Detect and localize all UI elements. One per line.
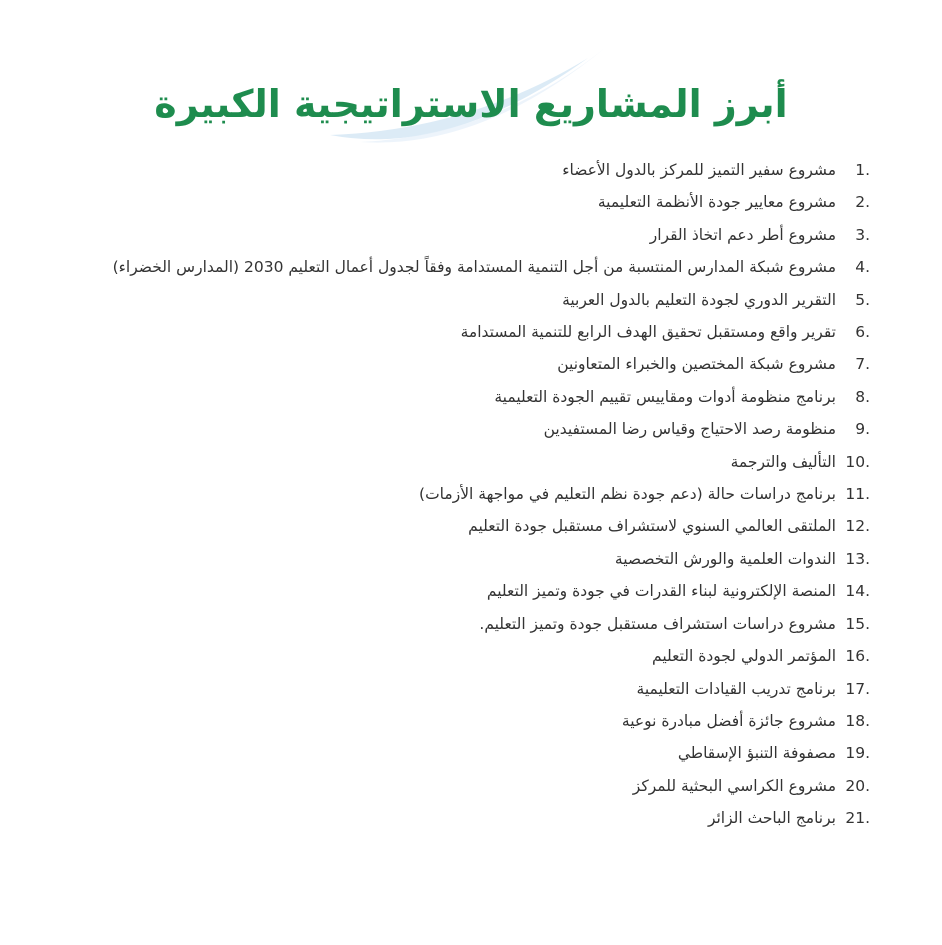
list-item-number: 1. (855, 161, 870, 179)
list-item (70, 510, 870, 542)
list-item (70, 316, 870, 348)
list-item-number: 16. (845, 647, 870, 666)
list-item-number: 3. (855, 225, 870, 244)
list-item-number: 9. (855, 420, 870, 439)
list-item-text: برنامج منظومة أدوات ومقاييس تقييم الجودة التعليمية (494, 387, 836, 406)
project-list (70, 154, 870, 835)
list-item (70, 543, 870, 575)
list-item (70, 154, 870, 186)
list-item (70, 770, 870, 802)
list-item-number: 15. (845, 614, 870, 633)
list-item (70, 608, 870, 640)
list-item-text: مشروع الكراسي البحثية للمركز (632, 776, 836, 795)
list-item (70, 219, 870, 251)
list-item (70, 251, 870, 283)
list-item (70, 802, 870, 834)
list-item-number: 5. (855, 290, 870, 309)
list-item (70, 413, 870, 445)
list-item-text: الملتقى العالمي السنوي لاستشراف مستقبل جودة التعليم (468, 517, 836, 536)
list-item-number: 14. (845, 582, 870, 601)
list-item (70, 348, 870, 380)
list-item-number: 21. (845, 809, 870, 828)
list-item-number: 8. (855, 387, 870, 406)
list-item (70, 478, 870, 510)
list-item-text: مشروع سفير التميز للمركز بالدول الأعضاء (562, 161, 836, 179)
list-item-number: 4. (855, 258, 870, 277)
list-item-number: 20. (845, 776, 870, 795)
list-item-number: 18. (845, 711, 870, 730)
list-item (70, 705, 870, 737)
list-item-text: برنامج تدريب القيادات التعليمية (636, 679, 836, 698)
list-item-text: مصفوفة التنبؤ الإسقاطي (677, 744, 836, 763)
list-item (70, 284, 870, 316)
list-item-text: المنصة الإلكترونية لبناء القدرات في جودة وتميز التعليم (486, 582, 836, 601)
list-item-text: مشروع دراسات استشراف مستقبل جودة وتميز التعليم. (479, 614, 836, 633)
list-item-text: برنامج الباحث الزائر (707, 809, 836, 828)
list-item-text: الندوات العلمية والورش التخصصية (614, 549, 836, 568)
list-item (70, 737, 870, 769)
list-item (70, 446, 870, 478)
list-item-number: 2. (855, 193, 870, 212)
list-item-text: مشروع جائزة أفضل مبادرة نوعية (621, 711, 836, 730)
list-item-text: مشروع أطر دعم اتخاذ القرار (649, 225, 836, 244)
list-item-number: 17. (845, 679, 870, 698)
list-item-number: 11. (845, 485, 870, 504)
list-item-number: 12. (845, 517, 870, 536)
list-item-number: 19. (845, 744, 870, 763)
list-item-number: 7. (855, 355, 870, 374)
list-item (70, 673, 870, 705)
list-item-text: مشروع شبكة المدارس المنتسبة من أجل التنمية المستدامة وفقاً لجدول أعمال التعليم 2030 (المدارس الخضراء) (112, 258, 836, 277)
list-item-text: منظومة رصد الاحتياج وقياس رضا المستفيدين (543, 420, 836, 439)
list-item (70, 381, 870, 413)
list-item-text: برنامج دراسات حالة (دعم جودة نظم التعليم في مواجهة الأزمات) (419, 485, 836, 504)
list-item-number: 10. (845, 452, 870, 471)
list-item-text: المؤتمر الدولي لجودة التعليم (652, 647, 836, 666)
list-item-number: 6. (855, 323, 870, 342)
list-item-text: تقرير واقع ومستقبل تحقيق الهدف الرابع للتنمية المستدامة (460, 323, 836, 342)
list-item (70, 575, 870, 607)
list-item-text: التقرير الدوري لجودة التعليم بالدول العربية (562, 290, 836, 309)
list-item-text: مشروع شبكة المختصين والخبراء المتعاونين (557, 355, 836, 374)
list-item-text: مشروع معايير جودة الأنظمة التعليمية (597, 193, 836, 212)
list-item-text: التأليف والترجمة (730, 452, 836, 471)
page-title: أبرز المشاريع الاستراتيجية الكبيرة (154, 82, 788, 126)
list-item-number: 13. (845, 549, 870, 568)
list-item (70, 186, 870, 218)
list-item (70, 640, 870, 672)
